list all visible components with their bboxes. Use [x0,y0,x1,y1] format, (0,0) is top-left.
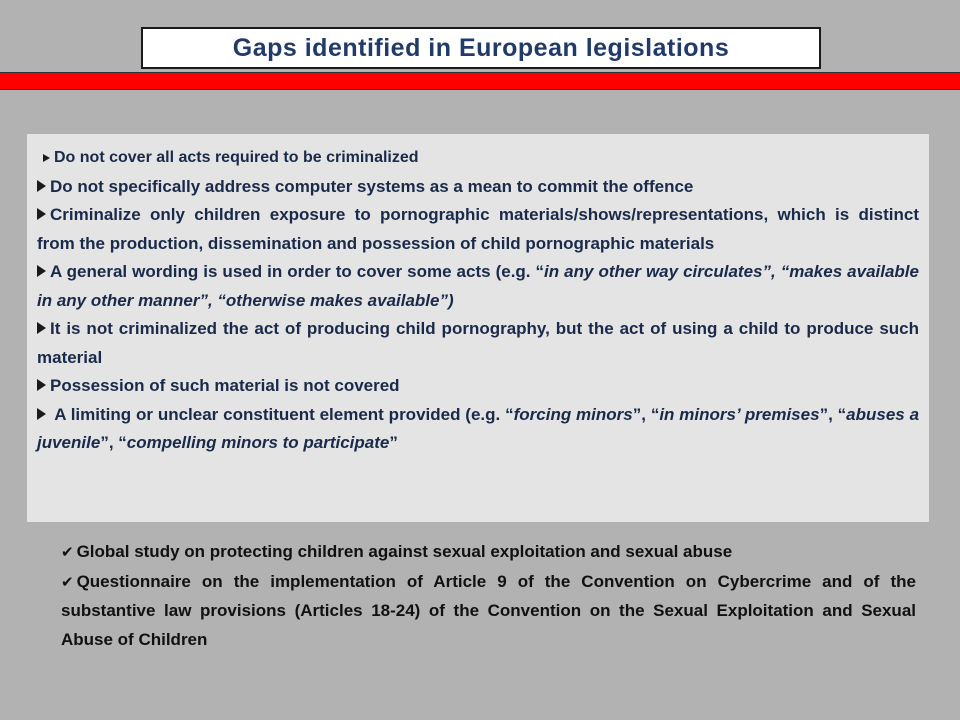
gap-item [37,372,919,401]
gap-text: A limiting or unclear constituent element provided (e.g. “ [50,404,514,424]
gap-text-italic: forcing minors [513,404,633,424]
arrow-bullet-icon [37,265,46,277]
gap-text: A general wording is used in order to cover some acts (e.g. “ [50,262,545,281]
gap-item [37,201,919,258]
gap-item [37,315,919,372]
reference-item [61,568,916,655]
reference-text: Questionnaire on the implementation of Article 9 of the Convention on Cybercrime and of the substantive law provisions (Articles 18-24) of the Convention on the Sexual Exploitation and Sexual Abuse of Children [61,571,916,649]
gap-text: It is not criminalized the act of producing child pornography, but the act of using a child to produce such material [37,319,919,367]
arrow-bullet-icon [37,180,46,192]
gap-item [37,258,919,315]
gap-text: ”, “ [100,433,127,452]
slide-title: Gaps identified in European legislations [232,33,730,62]
red-divider-bar [0,72,960,90]
checkmark-icon: ✔ [61,573,74,591]
gap-text: Possession of such material is not covered [50,376,400,395]
gap-item [37,401,919,458]
arrow-bullet-icon [43,154,50,162]
gap-item [37,144,919,173]
gap-text: ” [389,433,398,452]
gap-text-italic: in minors’ premises [659,404,820,424]
gap-text-italic: compelling minors to participate [126,433,390,452]
gap-item [37,173,919,202]
gaps-list [37,144,919,458]
gap-text: Criminalize only children exposure to pornographic materials/shows/representations, which is distinct from the production, dissemination and possession of child pornographic materials [37,205,919,253]
gaps-panel [27,134,929,522]
reference-text: Global study on protecting children against sexual exploitation and sexual abuse [76,542,733,561]
arrow-bullet-icon [37,322,46,334]
gap-text: Do not specifically address computer systems as a mean to commit the offence [50,176,694,196]
gap-text-italic: abuses a juvenile [37,404,920,452]
arrow-bullet-icon [37,379,46,391]
gap-text: Do not cover all acts required to be criminalized [54,149,419,166]
reference-item [61,538,916,568]
arrow-bullet-icon [37,408,46,420]
title-box [141,27,821,69]
references-section [61,538,916,654]
arrow-bullet-icon [37,208,46,220]
gap-text-italic: in any other way circulates”, “makes available in any other manner”, “otherwise makes available”) [37,262,919,310]
gap-text: ”, “ [819,404,847,424]
references-list [61,538,916,654]
checkmark-icon: ✔ [61,544,74,561]
gap-text: ”, “ [632,404,660,424]
